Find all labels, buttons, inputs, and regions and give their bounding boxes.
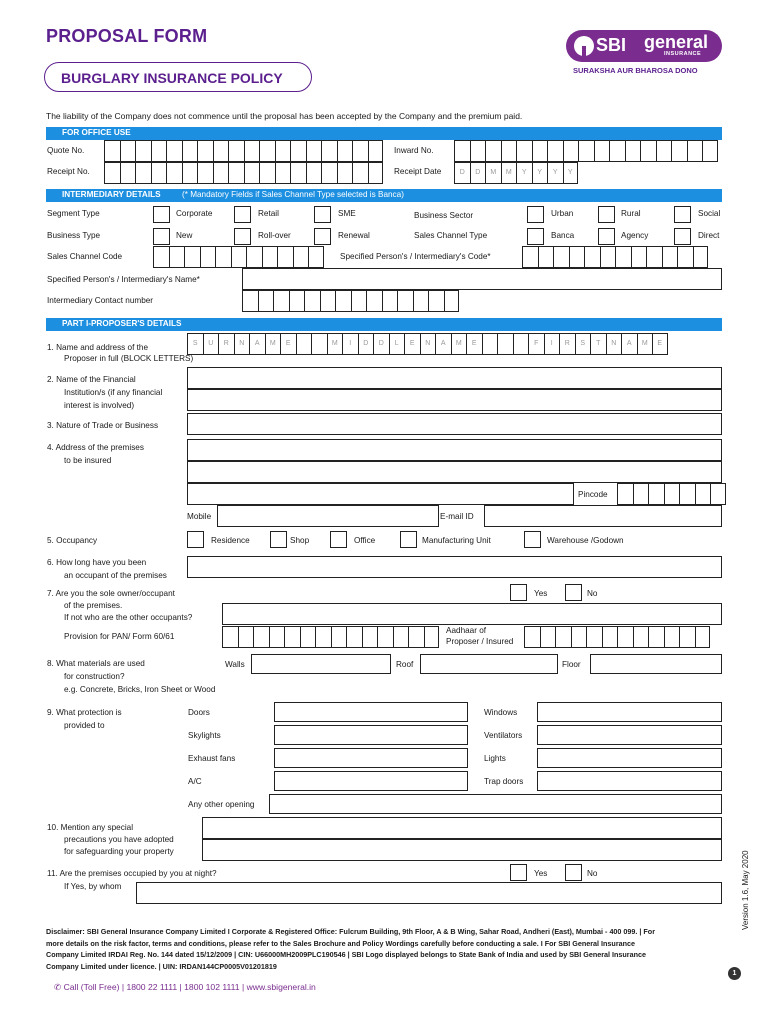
- pincode-field[interactable]: [617, 483, 726, 505]
- specified-name-field[interactable]: [242, 268, 722, 290]
- office-use-heading: FOR OFFICE USE: [62, 128, 131, 137]
- contact-footer: [54, 982, 316, 993]
- disclaimer-line-3: Company Limited IRDAI Reg. No. 144 dated 15/12/2009 | CIN: U66000MH2009PLC190546 | SBI Logo displayed belongs to State Bank of India and used by SBI General Insurance: [46, 950, 646, 960]
- direct-checkbox[interactable]: [674, 228, 691, 245]
- q6-label-b: an occupant of the premises: [64, 571, 167, 580]
- business-sector-label: Business Sector: [414, 211, 474, 220]
- retail-label: Retail: [258, 209, 279, 218]
- ac-field[interactable]: [274, 771, 468, 791]
- sole-owner-yes-label: Yes: [534, 589, 548, 598]
- pan-label: Provision for PAN/ Form 60/61: [64, 632, 175, 641]
- lights-label: Lights: [484, 754, 506, 763]
- exhaust-field[interactable]: [274, 748, 468, 768]
- aadhaar-label-b: Proposer / Insured: [446, 637, 514, 646]
- premises-address-field-2[interactable]: [187, 461, 722, 483]
- q1-label-b: Proposer in full (BLOCK LETTERS): [64, 354, 194, 363]
- disclaimer-line-1: Disclaimer: SBI General Insurance Company Limited I Corporate & Registered Office: Fulcrum Building, 9th Floor, A & B Wing, Sahar Road, Andheri (East), Mumbai - 400 099. | For: [46, 927, 655, 936]
- skylights-field[interactable]: [274, 725, 468, 745]
- policy-name: BURGLARY INSURANCE POLICY: [61, 70, 283, 86]
- office-use-bar: [46, 127, 722, 140]
- q9-label-a: 9. What protection is: [47, 708, 122, 717]
- floor-field[interactable]: [590, 654, 722, 674]
- shop-label: Shop: [290, 536, 310, 545]
- residence-checkbox[interactable]: [187, 531, 204, 548]
- rollover-label: Roll-over: [258, 231, 291, 240]
- urban-checkbox[interactable]: [527, 206, 544, 223]
- new-label: New: [176, 231, 193, 240]
- office-label: Office: [354, 536, 376, 545]
- financial-institution-field-1[interactable]: [187, 367, 722, 389]
- q1-label-a: 1. Name and address of the: [47, 343, 149, 352]
- sbi-logo-icon: [574, 36, 594, 56]
- premises-address-field-3[interactable]: [187, 483, 574, 505]
- version-label: Version 1.6, May 2020: [741, 850, 750, 930]
- q5-label: 5. Occupancy: [47, 536, 98, 545]
- occupancy-duration-field[interactable]: [187, 556, 722, 578]
- tagline: SURAKSHA AUR BHAROSA DONO: [573, 66, 698, 75]
- mobile-field[interactable]: [217, 505, 439, 527]
- agency-label: Agency: [621, 231, 649, 240]
- aadhaar-label-a: Aadhaar of: [446, 626, 487, 635]
- specified-code-field[interactable]: [522, 246, 708, 268]
- specified-name-label: Specified Person's / Intermediary's Name*: [47, 275, 200, 284]
- trapdoors-field[interactable]: [537, 771, 722, 791]
- q10-label-c: for safeguarding your property: [64, 847, 174, 856]
- sole-owner-no-label: No: [587, 589, 598, 598]
- liability-note: The liability of the Company does not commence until the proposal has been accepted by the Company and the premium paid.: [46, 111, 523, 121]
- windows-field[interactable]: [537, 702, 722, 722]
- shop-checkbox[interactable]: [270, 531, 287, 548]
- email-field[interactable]: [484, 505, 722, 527]
- specified-code-label: Specified Person's / Intermediary's Code*: [340, 252, 491, 261]
- night-yes-checkbox[interactable]: [510, 864, 527, 881]
- urban-label: Urban: [551, 209, 574, 218]
- receipt-date-field[interactable]: D D M M Y Y Y Y: [454, 162, 578, 184]
- logo-insurance-text: INSURANCE: [664, 51, 702, 57]
- q3-label: 3. Nature of Trade or Business: [47, 421, 159, 430]
- retail-checkbox[interactable]: [234, 206, 251, 223]
- warehouse-label: Warehouse /Godown: [547, 536, 624, 545]
- direct-label: Direct: [698, 231, 720, 240]
- segment-type-label: Segment Type: [47, 209, 100, 218]
- business-type-label: Business Type: [47, 231, 101, 240]
- phone-icon: ✆: [54, 982, 62, 992]
- night-no-label: No: [587, 869, 598, 878]
- q10-label-a: 10. Mention any special: [47, 823, 134, 832]
- q6-label-a: 6. How long have you been: [47, 558, 147, 567]
- logo-general-text: general: [644, 32, 709, 52]
- pincode-label: Pincode: [578, 490, 608, 499]
- proposer-name-field[interactable]: S U R N A M E M I D D L E N A M E F I R S T N A M E: [187, 333, 668, 355]
- ventilators-field[interactable]: [537, 725, 722, 745]
- disclaimer-line-4: Company Limited under licence. | UIN: IRDAN144CP0005V01201819: [46, 962, 277, 972]
- intermediary-bar: [46, 189, 722, 202]
- aadhaar-field[interactable]: [524, 626, 710, 648]
- disclaimer: [46, 926, 724, 973]
- trade-business-field[interactable]: [187, 413, 722, 435]
- q9-label-b: provided to: [64, 721, 105, 730]
- receipt-date-label: Receipt Date: [394, 167, 442, 176]
- q4-label-a: 4. Address of the premises: [47, 443, 144, 452]
- other-opening-label: Any other opening: [188, 800, 255, 809]
- walls-field[interactable]: [251, 654, 391, 674]
- other-occupants-field[interactable]: [222, 603, 722, 625]
- sole-owner-no-checkbox[interactable]: [565, 584, 582, 601]
- new-checkbox[interactable]: [153, 228, 170, 245]
- receipt-no-label: Receipt No.: [47, 167, 90, 176]
- q7-label-b: of the premises.: [64, 601, 123, 610]
- q2-label-a: 2. Name of the Financial: [47, 375, 136, 384]
- rural-checkbox[interactable]: [598, 206, 615, 223]
- ventilators-label: Ventilators: [484, 731, 523, 740]
- renewal-checkbox[interactable]: [314, 228, 331, 245]
- precautions-field-1[interactable]: [202, 817, 722, 839]
- intermediary-heading: INTERMEDIARY DETAILS: [62, 190, 161, 199]
- part1-bar: [46, 318, 722, 331]
- q2-label-c: interest is involved): [64, 401, 135, 410]
- social-label: Social: [698, 209, 721, 218]
- renewal-label: Renewal: [338, 231, 370, 240]
- trapdoors-label: Trap doors: [484, 777, 524, 786]
- disclaimer-line-2: more details on the risk factor, terms and conditions, please refer to the Sales Brochure and Policy Wordings carefully before conducting a sale. I For SBI General Insurance: [46, 938, 636, 948]
- sme-checkbox[interactable]: [314, 206, 331, 223]
- q8-label-a: 8. What materials are used: [47, 659, 145, 668]
- roof-label: Roof: [396, 660, 414, 669]
- financial-institution-field-2[interactable]: [187, 389, 722, 411]
- pan-field[interactable]: [222, 626, 439, 648]
- rural-label: Rural: [621, 209, 641, 218]
- doors-field[interactable]: [274, 702, 468, 722]
- page-number: 1: [728, 967, 741, 980]
- night-yes-label: Yes: [534, 869, 548, 878]
- sales-channel-code-label: Sales Channel Code: [47, 252, 123, 261]
- night-no-checkbox[interactable]: [565, 864, 582, 881]
- q11-label-b: If Yes, by whom: [64, 882, 122, 891]
- intermediary-contact-field[interactable]: [242, 290, 459, 312]
- sole-owner-yes-checkbox[interactable]: [510, 584, 527, 601]
- intermediary-contact-label: Intermediary Contact number: [47, 296, 154, 305]
- receipt-no-field[interactable]: [104, 162, 383, 184]
- social-checkbox[interactable]: [674, 206, 691, 223]
- policy-name-pill: [44, 62, 312, 92]
- part1-heading: PART I-PROPOSER'S DETAILS: [62, 319, 182, 328]
- manufacturing-label: Manufacturing Unit: [422, 536, 491, 545]
- q11-label-a: 11. Are the premises occupied by you at night?: [47, 869, 217, 878]
- inward-no-field[interactable]: [454, 140, 718, 162]
- exhaust-label: Exhaust fans: [188, 754, 236, 763]
- floor-label: Floor: [562, 660, 581, 669]
- q10-label-b: precautions you have adopted: [64, 835, 174, 844]
- rollover-checkbox[interactable]: [234, 228, 251, 245]
- q8-label-b: for construction?: [64, 672, 125, 681]
- walls-label: Walls: [225, 660, 245, 669]
- manufacturing-checkbox[interactable]: [400, 531, 417, 548]
- q2-label-b: Institution/s (if any financial: [64, 388, 163, 397]
- other-opening-field[interactable]: [269, 794, 722, 814]
- email-label: E-mail ID: [440, 512, 474, 521]
- sales-channel-code-field[interactable]: [153, 246, 324, 268]
- lights-field[interactable]: [537, 748, 722, 768]
- premises-address-field-1[interactable]: [187, 439, 722, 461]
- intermediary-note: (* Mandatory Fields if Sales Channel Type selected is Banca): [182, 190, 404, 199]
- sme-label: SME: [338, 209, 356, 218]
- warehouse-checkbox[interactable]: [524, 531, 541, 548]
- ac-label: A/C: [188, 777, 202, 786]
- roof-field[interactable]: [420, 654, 558, 674]
- page-title: PROPOSAL FORM: [46, 26, 208, 46]
- logo-sbi-text: SBI: [596, 35, 627, 55]
- residence-label: Residence: [211, 536, 250, 545]
- q4-label-b: to be insured: [64, 456, 112, 465]
- corporate-checkbox[interactable]: [153, 206, 170, 223]
- sales-channel-type-label: Sales Channel Type: [414, 231, 488, 240]
- corporate-label: Corporate: [176, 209, 213, 218]
- quote-no-field[interactable]: [104, 140, 383, 162]
- office-checkbox[interactable]: [330, 531, 347, 548]
- q7-label-c: If not who are the other occupants?: [64, 613, 193, 622]
- sbi-general-logo: [566, 30, 722, 62]
- mobile-label: Mobile: [187, 512, 212, 521]
- inward-no-label: Inward No.: [394, 146, 434, 155]
- banca-checkbox[interactable]: [527, 228, 544, 245]
- contact-text[interactable]: Call (Toll Free) | 1800 22 1111 | 1800 102 1111 | www.sbigeneral.in: [63, 982, 316, 992]
- quote-no-label: Quote No.: [47, 146, 85, 155]
- night-occupant-field[interactable]: [136, 882, 722, 904]
- q8-label-c: e.g. Concrete, Bricks, Iron Sheet or Wood: [64, 685, 216, 694]
- doors-label: Doors: [188, 708, 210, 717]
- precautions-field-2[interactable]: [202, 839, 722, 861]
- skylights-label: Skylights: [188, 731, 221, 740]
- q7-label-a: 7. Are you the sole owner/occupant: [47, 589, 175, 598]
- banca-label: Banca: [551, 231, 575, 240]
- windows-label: Windows: [484, 708, 518, 717]
- agency-checkbox[interactable]: [598, 228, 615, 245]
